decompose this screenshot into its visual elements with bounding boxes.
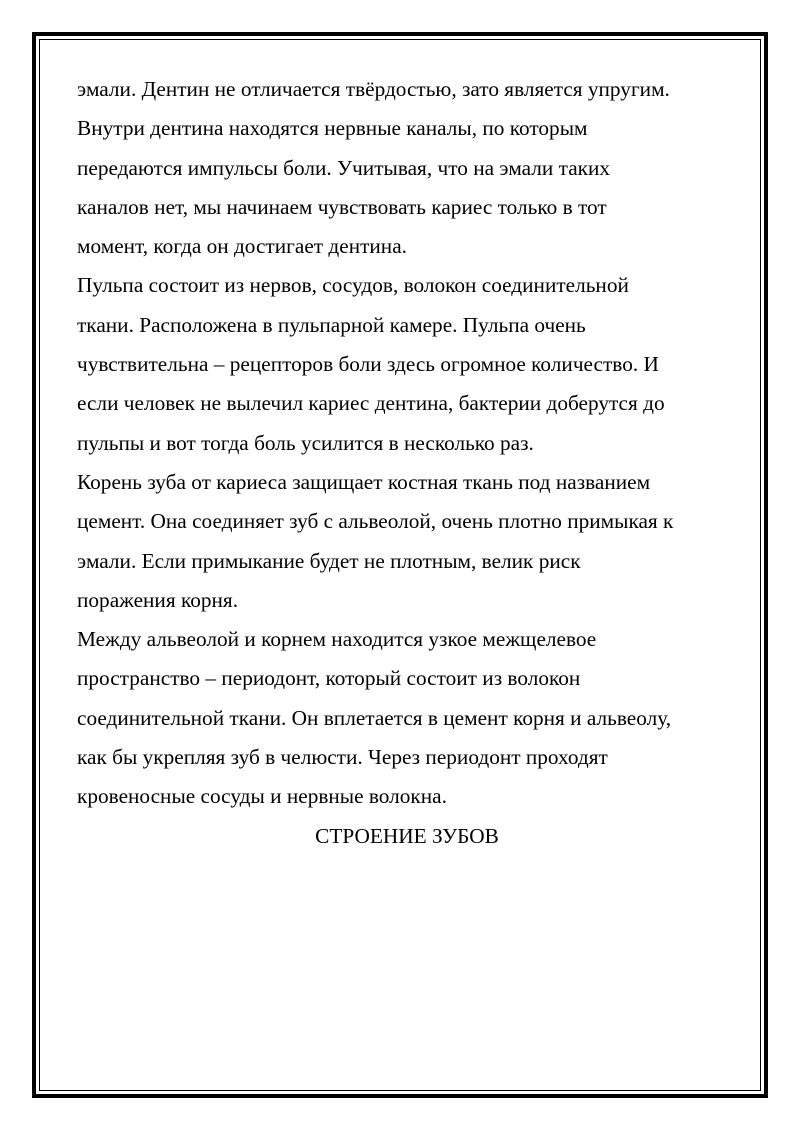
text-line: передаются импульсы боли. Учитывая, что на эмали таких bbox=[77, 155, 611, 180]
text-line: каналов нет, мы начинаем чувствовать кариес только в тот bbox=[77, 194, 607, 219]
text-line: эмали. Если примыкание будет не плотным, велик риск bbox=[77, 548, 581, 573]
text-line: Корень зуба от кариеса защищает костная ткань под названием bbox=[77, 469, 651, 494]
text-line: соединительной ткани. Он вплетается в цемент корня и альвеолу, bbox=[77, 705, 672, 730]
text-line: как бы укрепляя зуб в челюсти. Через периодонт проходят bbox=[77, 745, 608, 770]
text-line: кровеносные сосуды и нервные волокна. bbox=[77, 784, 447, 809]
text-line: цемент. Она соединяет зуб с альвеолой, очень плотно примыкая к bbox=[77, 509, 674, 534]
text-line: Пульпа состоит из нервов, сосудов, волокон соединительной bbox=[77, 273, 629, 298]
text-line: пространство – периодонт, который состоит из волокон bbox=[77, 666, 581, 691]
text-line: эмали. Дентин не отличается твёрдостью, зато является упругим. bbox=[77, 77, 670, 101]
text-line: если человек не вылечил кариес дентина, бактерии доберутся до bbox=[77, 391, 665, 416]
text-line: ткани. Расположена в пульпарной камере. Пульпа очень bbox=[77, 312, 586, 337]
text-line: пульпы и вот тогда боль усилится в несколько раз. bbox=[77, 430, 534, 455]
text-line: Внутри дентина находятся нервные каналы, по которым bbox=[77, 116, 588, 141]
text-line: Между альвеолой и корнем находится узкое межщелевое bbox=[77, 627, 597, 652]
document-body bbox=[77, 70, 737, 856]
text-line: момент, когда он достигает дентина. bbox=[77, 234, 407, 259]
section-heading: СТРОЕНИЕ ЗУБОВ bbox=[315, 823, 499, 848]
text-line: чувствительна – рецепторов боли здесь огромное количество. И bbox=[77, 352, 659, 377]
text-line: поражения корня. bbox=[77, 587, 239, 612]
